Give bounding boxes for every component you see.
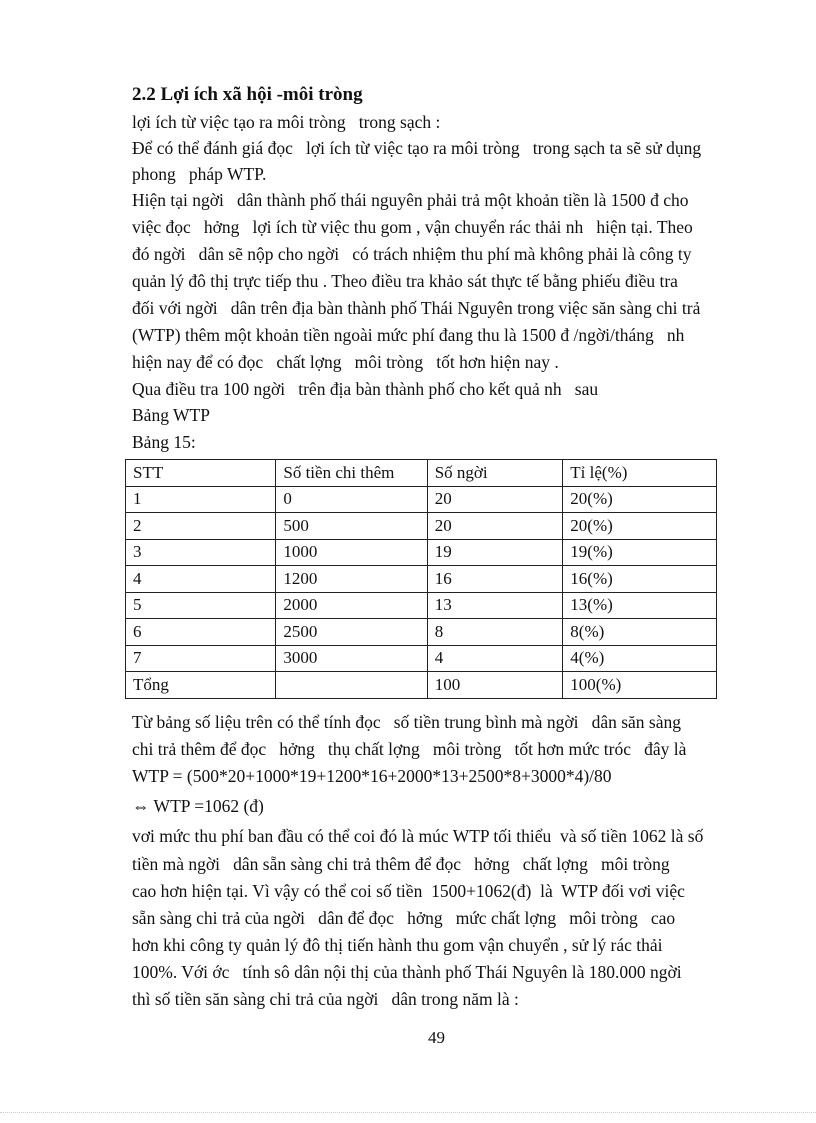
table-header-row <box>126 460 717 487</box>
table-cell: 20(%) <box>563 513 717 540</box>
table-total-row <box>126 672 717 699</box>
table-row <box>126 513 717 540</box>
table-cell: 16 <box>427 566 563 593</box>
paragraph-line: 100%. Với ớc tính sô dân nội thị của thành phố Thái Nguyên là 180.000 ngời <box>132 962 682 982</box>
table-cell: 1 <box>126 486 276 513</box>
table-cell: 2 <box>126 513 276 540</box>
table-cell: 2500 <box>276 619 427 646</box>
paragraph-line: Hiện tại ngời dân thành phố thái nguyên phải trả một khoản tiền là 1500 đ cho <box>132 190 689 210</box>
table-cell: 16(%) <box>563 566 717 593</box>
table-number: Bảng 15: <box>132 432 196 452</box>
table-cell: Tổng <box>126 672 276 699</box>
table-cell: 4 <box>427 645 563 672</box>
table-cell: 1200 <box>276 566 427 593</box>
table-cell: 100(%) <box>563 672 717 699</box>
table-header-cell: STT <box>126 460 276 487</box>
table-cell: 6 <box>126 619 276 646</box>
table-cell: 3 <box>126 539 276 566</box>
table-cell: 1000 <box>276 539 427 566</box>
paragraph-line: đó ngời dân sẽ nộp cho ngời có trách nhiệm thu phí mà không phải là công ty <box>132 244 692 264</box>
table-caption: Bảng WTP <box>132 405 210 425</box>
table-row <box>126 566 717 593</box>
table-row <box>126 645 717 672</box>
table-cell: 20 <box>427 486 563 513</box>
table-row <box>126 539 717 566</box>
table-cell: 0 <box>276 486 427 513</box>
table-cell <box>276 672 427 699</box>
table-cell: 5 <box>126 592 276 619</box>
table-cell: 8 <box>427 619 563 646</box>
page-number: 49 <box>428 1028 445 1047</box>
table-cell: 4 <box>126 566 276 593</box>
table-cell: 3000 <box>276 645 427 672</box>
paragraph-line: tiền mà ngời dân sẵn sàng chi trả thêm để đọc hởng chất lợng môi tròng <box>132 854 670 874</box>
table-cell: 7 <box>126 645 276 672</box>
wtp-table <box>125 459 717 699</box>
table-cell: 4(%) <box>563 645 717 672</box>
paragraph-line: hơn khi công ty quản lý đô thị tiến hành thu gom vận chuyển , sử lý rác thải <box>132 935 663 955</box>
paragraph-line: quản lý đô thị trực tiếp thu . Theo điều tra khảo sát thực tế bằng phiếu điều tra <box>132 271 678 291</box>
table-row <box>126 592 717 619</box>
table-cell: 20(%) <box>563 486 717 513</box>
paragraph-line: việc đọc hởng lợi ích từ việc thu gom , vận chuyển rác thải nh hiện tại. Theo <box>132 217 693 237</box>
paragraph-line: thì số tiền săn sàng chi trả của ngời dân trong năm là : <box>132 989 519 1009</box>
table-cell: 20 <box>427 513 563 540</box>
paragraph-line: sẵn sàng chi trả của ngời dân để đọc hởng mức chất lợng môi tròng cao <box>132 908 676 928</box>
table-cell: 8(%) <box>563 619 717 646</box>
paragraph-line: hiện nay để có đọc chất lợng môi tròng tốt hơn hiện nay . <box>132 352 559 372</box>
paragraph-line: Qua điều tra 100 ngời trên địa bàn thành phố cho kết quả nh sau <box>132 379 599 399</box>
table-cell: 2000 <box>276 592 427 619</box>
paragraph-line: đối với ngời dân trên địa bàn thành phố Thái Nguyên trong việc săn sàng chi trả <box>132 298 701 318</box>
table-cell: 500 <box>276 513 427 540</box>
result-line: ⇔ WTP =1062 (đ) <box>132 796 264 816</box>
page-bottom-divider <box>0 1112 816 1113</box>
paragraph-line: lợi ích từ việc tạo ra môi tròng trong sạch : <box>132 112 441 132</box>
table-header-cell: Số tiền chi thêm <box>276 460 427 487</box>
paragraph-line: vơi mức thu phí ban đầu có thể coi đó là múc WTP tối thiểu và số tiền 1062 là số <box>132 826 704 846</box>
paragraph-line: Từ bảng số liệu trên có thể tính đọc số tiền trung bình mà ngời dân săn sàng <box>132 712 681 732</box>
table-row <box>126 486 717 513</box>
table-cell: 13 <box>427 592 563 619</box>
table-cell: 19 <box>427 539 563 566</box>
table-cell: 13(%) <box>563 592 717 619</box>
paragraph-line: (WTP) thêm một khoản tiền ngoài mức phí đang thu là 1500 đ /ngời/tháng nh <box>132 325 685 345</box>
section-heading: 2.2 Lợi ích xã hội -môi tròng <box>132 84 363 105</box>
table-cell: 19(%) <box>563 539 717 566</box>
paragraph-line: cao hơn hiện tại. Vì vậy có thể coi số tiền 1500+1062(đ) là WTP đối vơi việc <box>132 881 685 901</box>
paragraph-line: Để có thể đánh giá đọc lợi ích từ việc tạo ra môi tròng trong sạch ta sẽ sử dụng <box>132 138 702 158</box>
paragraph-line: phong pháp WTP. <box>132 164 267 184</box>
table-cell: 100 <box>427 672 563 699</box>
table-header-cell: Tỉ lệ(%) <box>563 460 717 487</box>
paragraph-line: chi trả thêm để đọc hởng thụ chất lợng môi tròng tốt hơn mức tróc đây là <box>132 739 687 759</box>
table-row <box>126 619 717 646</box>
table-header-cell: Số ngời <box>427 460 563 487</box>
formula-line: WTP = (500*20+1000*19+1200*16+2000*13+2500*8+3000*4)/80 <box>132 766 612 786</box>
